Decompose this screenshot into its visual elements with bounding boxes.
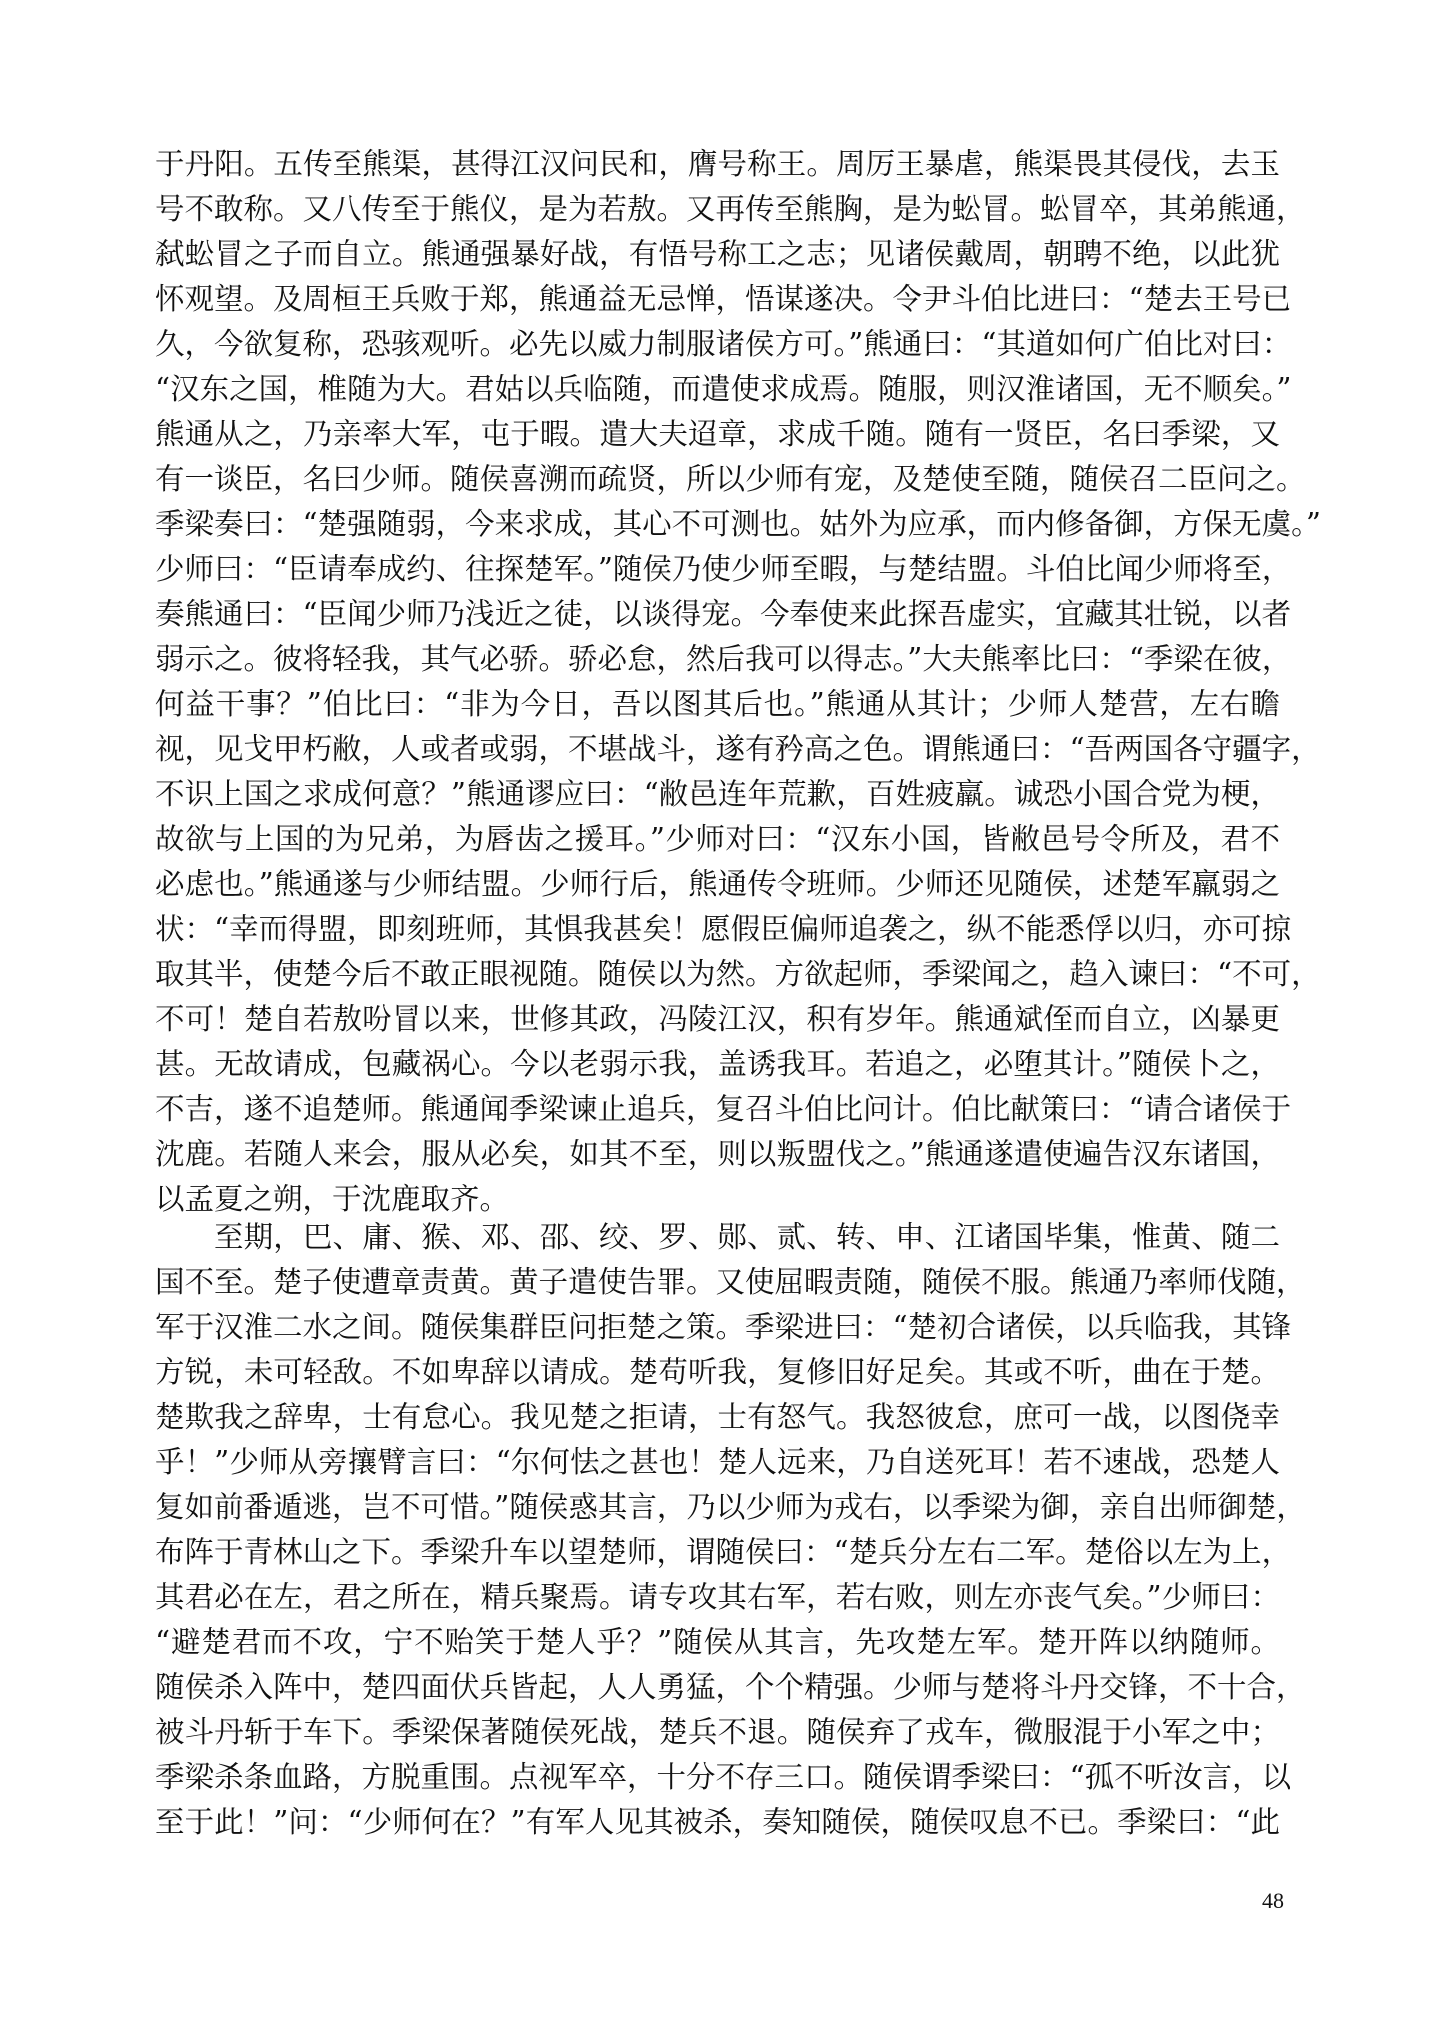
text-line: 随侯杀入阵中，楚四面伏兵皆起，人人勇猛，个个精强。少师与楚将斗丹交锋，不十合， xyxy=(155,1670,1306,1704)
text-line: 沈鹿。若随人来会，服从必矣，如其不至，则以叛盟伐之。”熊通遂遣使遍告汉东诸国， xyxy=(155,1137,1280,1171)
text-line: “汉东之国，椎随为大。君姑以兵临随，而遣使求成焉。随服，则汉淮诸国，无不顺矣。” xyxy=(155,372,1292,406)
text-line: 至期，巴、庸、猴、邓、邵、绞、罗、郧、贰、转、申、江诸国毕集，惟黄、随二 xyxy=(214,1220,1280,1254)
text-line: 少师曰：“臣请奉成约、往探楚军。”随侯乃使少师至暇，与楚结盟。斗伯比闻少师将至， xyxy=(155,552,1292,586)
text-line: 有一谈臣，名曰少师。随侯喜溯而疏贤，所以少师有宠，及楚使至随，随侯召二臣问之。 xyxy=(155,462,1306,496)
text-line: 奏熊通曰：“臣闻少师乃浅近之徒，以谈得宠。今奉使来此探吾虚实，宜藏其壮锐，以者 xyxy=(155,597,1292,631)
text-line: 季梁杀条血路，方脱重围。点视军卒，十分不存三口。随侯谓季梁曰：“孤不听汝言，以 xyxy=(155,1760,1292,1794)
text-line: 于丹阳。五传至熊渠，甚得江汉问民和，膺号称王。周厉王暴虐，熊渠畏其侵伐，去玉 xyxy=(155,147,1280,181)
text-line: 楚欺我之辞卑，士有怠心。我见楚之拒请，士有怒气。我怒彼怠，庶可一战，以图侥幸 xyxy=(155,1400,1280,1434)
text-line: 甚。无故请成，包藏祸心。今以老弱示我，盖诱我耳。若追之，必堕其计。”随侯卜之， xyxy=(155,1047,1280,1081)
text-line: 号不敢称。又八传至于熊仪，是为若敖。又再传至熊胸，是为蚣冒。蚣冒卒，其弟熊通， xyxy=(155,192,1306,226)
text-line: 季梁奏曰：“楚强随弱，今来求成，其心不可测也。姑外为应承，而内修备御，方保无虞。” xyxy=(155,507,1321,541)
text-line: 被斗丹斩于车下。季梁保著随侯死战，楚兵不退。随侯弃了戎车，微服混于小军之中； xyxy=(155,1715,1280,1749)
text-line: 视，见戈甲朽敝，人或者或弱，不堪战斗，遂有矜高之色。谓熊通曰：“吾两国各守疆字， xyxy=(155,732,1321,766)
paragraph-2 xyxy=(155,1215,1306,1845)
text-line: 熊通从之，乃亲率大军，屯于暇。遣大夫迢章，求成千随。随有一贤臣，名曰季梁，又 xyxy=(155,417,1280,451)
text-line: 军于汉淮二水之间。随侯集群臣问拒楚之策。季梁进曰：“楚初合诸侯，以兵临我，其锋 xyxy=(155,1310,1292,1344)
text-line: 不可！楚自若敖吩冒以来，世修其政，冯陵江汉，积有岁年。熊通斌侄而自立，凶暴更 xyxy=(155,1002,1280,1036)
text-line: 弱示之。彼将轻我，其气必骄。骄必怠，然后我可以得志。”大夫熊率比曰：“季梁在彼， xyxy=(155,642,1292,676)
page-number: 48 xyxy=(1262,1888,1284,1913)
text-line: 久，今欲复称，恐骇观听。必先以威力制服诸侯方可。”熊通曰：“其道如何广伯比对曰： xyxy=(155,327,1292,361)
text-line: 不识上国之求成何意？”熊通谬应曰：“敝邑连年荒歉，百姓疲羸。诚恐小国合党为梗， xyxy=(155,777,1280,811)
text-line: 故欲与上国的为兄弟，为唇齿之援耳。”少师对曰：“汉东小国，皆敝邑号令所及，君不 xyxy=(155,822,1280,856)
text-line: 乎！”少师从旁攘臂言曰：“尔何怯之甚也！楚人远来，乃自送死耳！若不速战，恐楚人 xyxy=(155,1445,1280,1479)
text-line: 布阵于青林山之下。季梁升车以望楚师，谓随侯曰：“楚兵分左右二军。楚俗以左为上， xyxy=(155,1535,1292,1569)
text-line: 复如前番遁逃，岂不可惜。”随侯惑其言，乃以少师为戎右，以季梁为御，亲自出师御楚， xyxy=(155,1490,1306,1524)
text-line: 状：“幸而得盟，即刻班师，其惧我甚矣！愿假臣偏师追袭之，纵不能悉俘以归，亦可掠 xyxy=(155,912,1292,946)
text-line: 何益干事？”伯比曰：“非为今日，吾以图其后也。”熊通从其计；少师人楚营，左右瞻 xyxy=(155,687,1280,721)
text-line: 其君必在左，君之所在，精兵聚焉。请专攻其右军，若右败，则左亦丧气矣。”少师曰： xyxy=(155,1580,1280,1614)
text-line: 取其半，使楚今后不敢正眼视随。随侯以为然。方欲起师，季梁闻之，趋入谏曰：“不可， xyxy=(155,957,1321,991)
text-line: 以孟夏之朔，于沈鹿取齐。 xyxy=(155,1182,510,1216)
text-line: 必虑也。”熊通遂与少师结盟。少师行后，熊通传令班师。少师还见随侯，述楚军羸弱之 xyxy=(155,867,1280,901)
text-line: 方锐，未可轻敌。不如卑辞以请成。楚苟听我，复修旧好足矣。其或不听，曲在于楚。 xyxy=(155,1355,1280,1389)
text-line: 不吉，遂不追楚师。熊通闻季梁谏止追兵，复召斗伯比问计。伯比献策曰：“请合诸侯于 xyxy=(155,1092,1292,1126)
paragraph-1 xyxy=(155,142,1321,1222)
text-line: 国不至。楚子使遭章责黄。黄子遣使告罪。又使屈暇责随，随侯不服。熊通乃率师伐随， xyxy=(155,1265,1306,1299)
text-line: 怀观望。及周桓王兵败于郑，熊通益无忌惮，悟谋遂决。令尹斗伯比进曰：“楚去王号已 xyxy=(155,282,1292,316)
text-line: 至于此！”问：“少师何在？”有军人见其被杀，奏知随侯，随侯叹息不已。季梁曰：“此 xyxy=(155,1805,1280,1839)
text-line: 弑蚣冒之子而自立。熊通强暴好战，有悟号称工之志；见诸侯戴周，朝聘不绝，以此犹 xyxy=(155,237,1280,271)
text-line: “避楚君而不攻，宁不贻笑于楚人乎？”随侯从其言，先攻楚左军。楚开阵以纳随师。 xyxy=(155,1625,1280,1659)
